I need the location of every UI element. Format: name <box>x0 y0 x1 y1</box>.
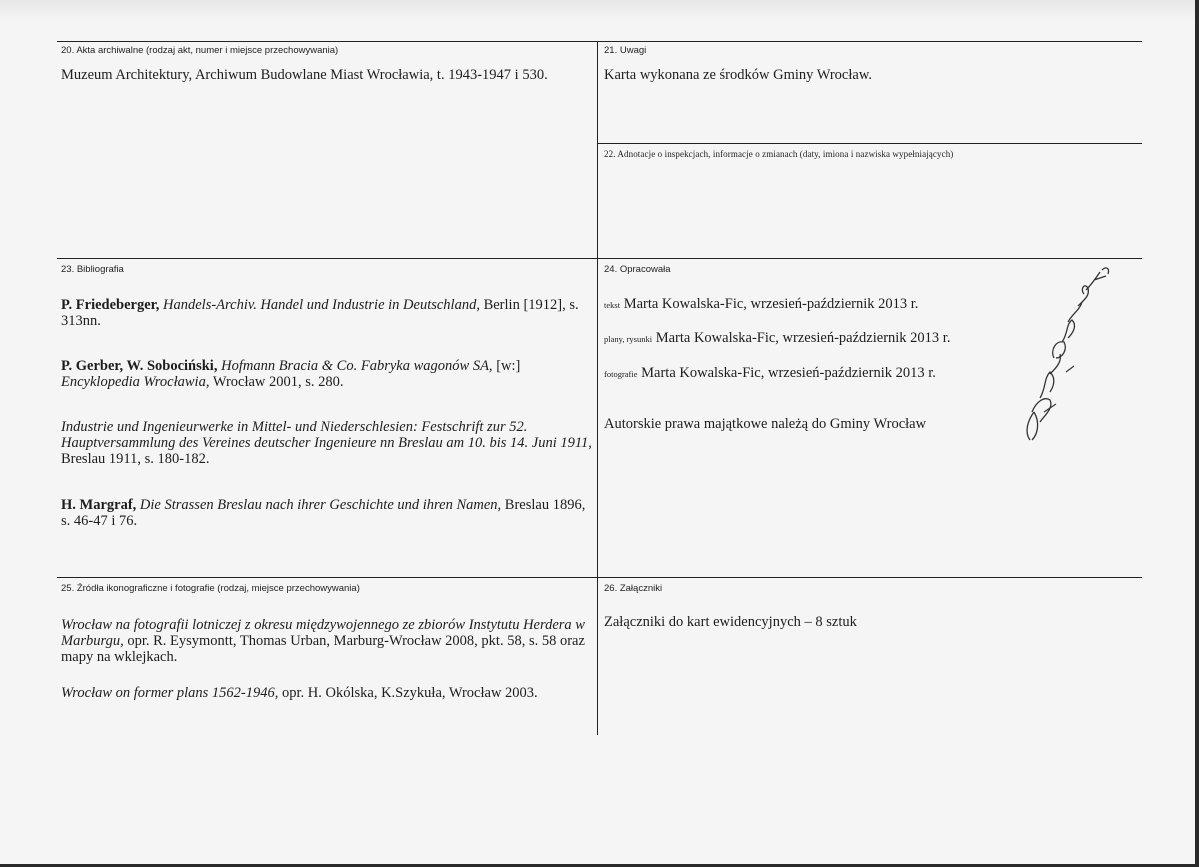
copyright-note: Autorskie prawa majątkowe należą do Gminy Wrocław <box>604 416 927 432</box>
section-21-label: 21. Uwagi <box>604 45 647 56</box>
section-26-text: Załączniki do kart ewidencyjnych – 8 sztuk <box>604 614 857 630</box>
bibliography-entry-3: Industrie und Ingenieurwerke in Mittel- und Niederschlesien: Festschrift zur 52. Hauptversammlung des Vereines deutscher Ingenieure nn Breslau am 10. bis 14. Juni 1911, Breslau 1911, s. 180-182. <box>61 419 592 467</box>
section-22-label: 22. Adnotacje o inspekcjach, informacje o zmianach (daty, imiona i nazwiska wypełniających) <box>604 149 954 159</box>
rule-row3 <box>57 577 1142 578</box>
author-row-plans: plany, rysunki Marta Kowalska-Fic, wrzesień-październik 2013 r. <box>604 330 951 346</box>
paper-top-shadow <box>0 0 1199 22</box>
section-24-label: 24. Opracowała <box>604 264 671 275</box>
section-25-label: 25. Źródła ikonograficzne i fotografie (rodzaj, miejsce przechowywania) <box>61 583 360 594</box>
rule-21-22 <box>598 143 1142 144</box>
section-20-text: Muzeum Architektury, Archiwum Budowlane Miast Wrocławia, t. 1943-1947 i 530. <box>61 67 548 83</box>
author-row-prefix: tekst <box>604 300 621 310</box>
author-row-photos: fotografie Marta Kowalska-Fic, wrzesień-październik 2013 r. <box>604 365 936 381</box>
section-26-label: 26. Załączniki <box>604 583 663 594</box>
bibliography-entry-2: P. Gerber, W. Sobociński, Hofmann Bracia & Co. Fabryka wagonów SA, [w:] Encyklopedia Wrocławia, Wrocław 2001, s. 280. <box>61 358 521 390</box>
iconography-entry-1: Wrocław na fotografii lotniczej z okresu międzywojennego ze zbiorów Instytutu Herdera w Marburgu, opr. R. Eysymontt, Thomas Urban, Marburg-Wrocław 2008, pkt. 58, s. 58 oraz mapy na wklejkach. <box>61 617 585 665</box>
center-divider <box>597 41 598 735</box>
handwritten-signature <box>1010 262 1120 452</box>
bibliography-entry-4: H. Margraf, Die Strassen Breslau nach ihrer Geschichte und ihren Namen, Breslau 1896, s. 46-47 i 76. <box>61 497 586 529</box>
section-20-label: 20. Akta archiwalne (rodzaj akt, numer i miejsce przechowywania) <box>61 45 339 56</box>
section-23-label: 23. Bibliografia <box>61 264 124 275</box>
paper-right-edge <box>1195 0 1199 867</box>
bibliography-entry-1: P. Friedeberger, Handels-Archiv. Handel und Industrie in Deutschland, Berlin [1912], s. 313nn. <box>61 297 579 329</box>
author-row-text: tekst Marta Kowalska-Fic, wrzesień-październik 2013 r. <box>604 296 919 312</box>
rule-row2 <box>57 258 1142 259</box>
author-row-prefix: fotografie <box>604 369 638 379</box>
top-rule <box>57 41 1142 42</box>
author-row-prefix: plany, rysunki <box>604 334 653 344</box>
section-21-text: Karta wykonana ze środków Gminy Wrocław. <box>604 67 872 83</box>
iconography-entry-2: Wrocław on former plans 1562-1946, opr. H. Okólska, K.Szykuła, Wrocław 2003. <box>61 685 538 701</box>
